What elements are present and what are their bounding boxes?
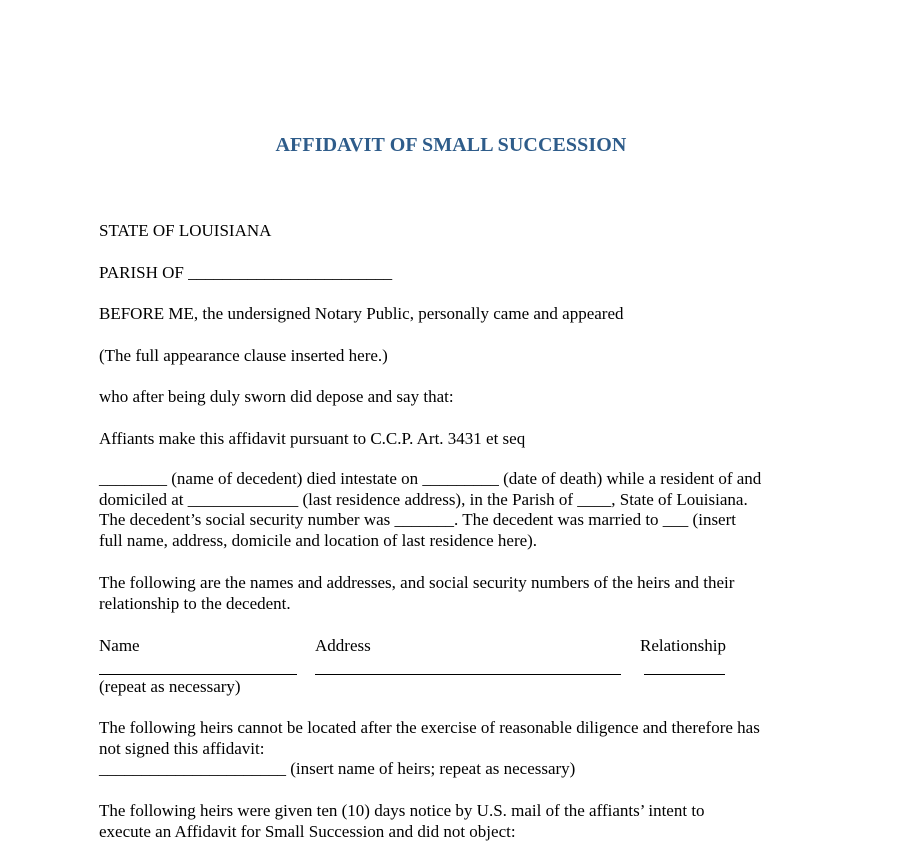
sworn-line: who after being duly sworn did depose and say that: <box>99 387 454 406</box>
pursuant-line: Affiants make this affidavit pursuant to C.C.P. Art. 3431 et seq <box>99 429 526 448</box>
unlocated-heirs-line: not signed this affidavit: <box>99 738 265 758</box>
decedent-paragraph-line: The decedent’s social security number was _______. The decedent was married to ___ (insert <box>99 510 736 530</box>
decedent-paragraph-line: ________ (name of decedent) died intestate on _________ (date of death) while a resident of and <box>99 469 762 488</box>
address-blank-line <box>315 674 621 675</box>
notice-heirs-paragraph <box>99 801 819 842</box>
name-blank-line <box>99 674 297 675</box>
appearance-clause-line: (The full appearance clause inserted here.) <box>99 346 388 365</box>
heirs-table-name-header: Name <box>99 636 140 655</box>
relationship-blank-line <box>644 674 725 675</box>
decedent-paragraph-line: full name, address, domicile and location of last residence here). <box>99 530 538 550</box>
before-me-line: BEFORE ME, the undersigned Notary Public, personally came and appeared <box>99 304 624 323</box>
decedent-paragraph-line: domiciled at _____________ (last residence address), in the Parish of ____, State of Louisiana. <box>99 489 748 509</box>
decedent-paragraph <box>99 469 819 551</box>
unlocated-heirs-line: The following heirs cannot be located after the exercise of reasonable diligence and therefore has <box>99 718 760 737</box>
heirs-intro-line: relationship to the decedent. <box>99 593 291 613</box>
heirs-intro-paragraph <box>99 573 819 614</box>
heirs-intro-line: The following are the names and addresses, and social security numbers of the heirs and their <box>99 573 735 592</box>
notice-heirs-line: The following heirs were given ten (10) days notice by U.S. mail of the affiants’ intent to <box>99 801 705 820</box>
parish-line: PARISH OF ________________________ <box>99 263 393 282</box>
state-line: STATE OF LOUISIANA <box>99 221 272 240</box>
unlocated-heirs-line: ______________________ (insert name of heirs; repeat as necessary) <box>99 759 576 779</box>
unlocated-heirs-paragraph <box>99 718 819 780</box>
heirs-table-address-header: Address <box>315 636 371 655</box>
document-title: AFFIDAVIT OF SMALL SUCCESSION <box>275 134 627 156</box>
heirs-table-relationship-header: Relationship <box>640 636 726 655</box>
repeat-note: (repeat as necessary) <box>99 677 241 696</box>
notice-heirs-line: execute an Affidavit for Small Succession and did not object: <box>99 821 516 841</box>
